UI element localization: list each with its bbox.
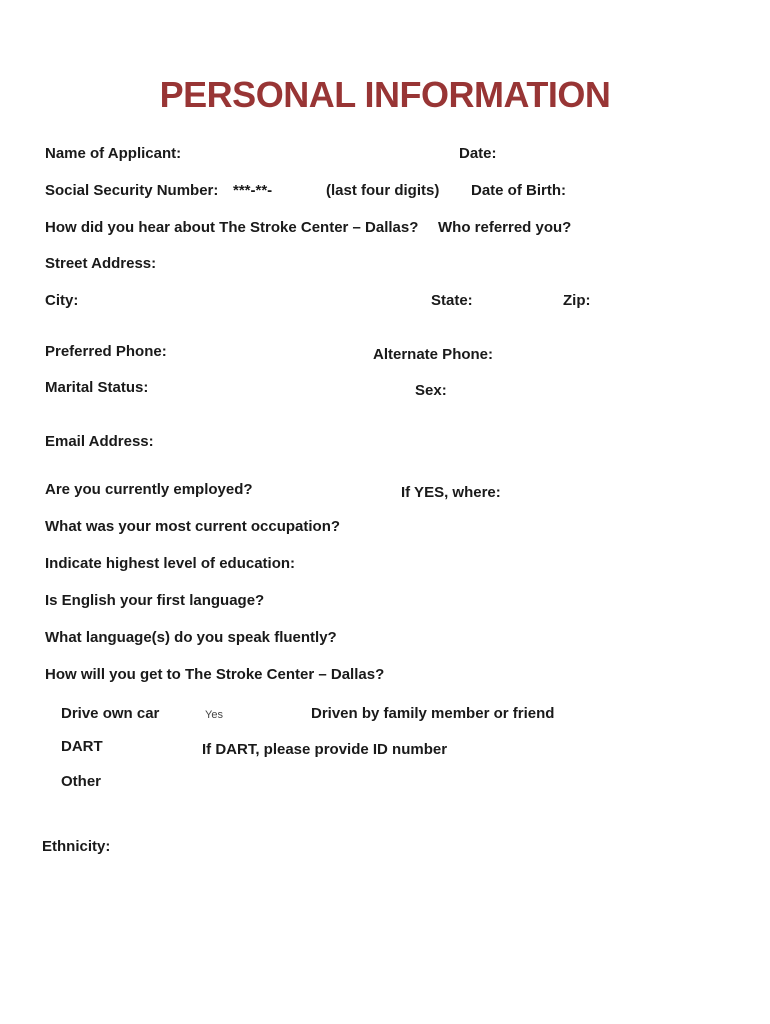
who-referred-label: Who referred you? <box>438 219 572 236</box>
dart-id-label: If DART, please provide ID number <box>202 741 448 758</box>
english-first-language-field[interactable] <box>268 592 468 610</box>
dart-label: DART <box>61 738 103 755</box>
driven-by-family-label: Driven by family member or friend <box>311 705 555 722</box>
state-label: State: <box>431 292 473 309</box>
languages-label: What language(s) do you speak fluently? <box>45 629 337 646</box>
city-label: City: <box>45 292 79 309</box>
street-address-field[interactable] <box>162 255 662 273</box>
preferred-phone-label: Preferred Phone: <box>45 343 167 360</box>
date-of-birth-label: Date of Birth: <box>471 182 566 199</box>
last-four-digits-label: (last four digits) <box>326 182 440 199</box>
drive-own-car-label: Drive own car <box>61 705 160 722</box>
sex-field[interactable] <box>450 382 600 400</box>
employer-field[interactable] <box>507 484 727 502</box>
other-transport-field[interactable] <box>110 773 410 791</box>
if-yes-where-label: If YES, where: <box>401 484 501 501</box>
email-address-field[interactable] <box>160 433 610 451</box>
currently-employed-label: Are you currently employed? <box>45 481 253 498</box>
ethnicity-label: Ethnicity: <box>42 838 111 855</box>
occupation-field[interactable] <box>352 518 712 536</box>
preferred-phone-field[interactable] <box>180 343 360 361</box>
name-of-applicant-field[interactable] <box>190 145 440 163</box>
name-of-applicant-label: Name of Applicant: <box>45 145 182 162</box>
ethnicity-field[interactable] <box>116 838 416 856</box>
dart-field[interactable] <box>110 738 190 756</box>
zip-field[interactable] <box>595 292 725 310</box>
ssn-label: Social Security Number: <box>45 182 219 199</box>
alternate-phone-label: Alternate Phone: <box>373 346 494 363</box>
zip-label: Zip: <box>563 292 591 309</box>
marital-status-label: Marital Status: <box>45 379 149 396</box>
ssn-last-four-field[interactable] <box>290 182 322 200</box>
english-first-language-label: Is English your first language? <box>45 592 265 609</box>
education-field[interactable] <box>308 555 708 573</box>
transport-question-label: How will you get to The Stroke Center – Dallas? <box>45 666 385 683</box>
other-label: Other <box>61 773 102 790</box>
how-did-you-hear-label: How did you hear about The Stroke Center – Dallas? <box>45 219 419 236</box>
ssn-mask: ***-**- <box>233 182 273 199</box>
city-field[interactable] <box>85 292 405 310</box>
page-title: PERSONAL INFORMATION <box>159 74 611 115</box>
sex-label: Sex: <box>415 382 447 399</box>
who-referred-field[interactable] <box>580 219 730 237</box>
state-field[interactable] <box>480 292 555 310</box>
dart-id-field[interactable] <box>460 741 660 759</box>
driven-by-family-field[interactable] <box>570 705 630 723</box>
marital-status-field[interactable] <box>160 379 360 397</box>
date-field[interactable] <box>505 145 705 163</box>
date-of-birth-field[interactable] <box>575 182 725 200</box>
drive-own-car-value[interactable]: Yes <box>205 709 223 721</box>
date-label: Date: <box>459 145 497 162</box>
education-label: Indicate highest level of education: <box>45 555 296 572</box>
occupation-label: What was your most current occupation? <box>45 518 341 535</box>
street-address-label: Street Address: <box>45 255 157 272</box>
currently-employed-field[interactable] <box>265 481 375 499</box>
email-address-label: Email Address: <box>45 433 154 450</box>
languages-field[interactable] <box>348 629 708 647</box>
alternate-phone-field[interactable] <box>503 346 703 364</box>
